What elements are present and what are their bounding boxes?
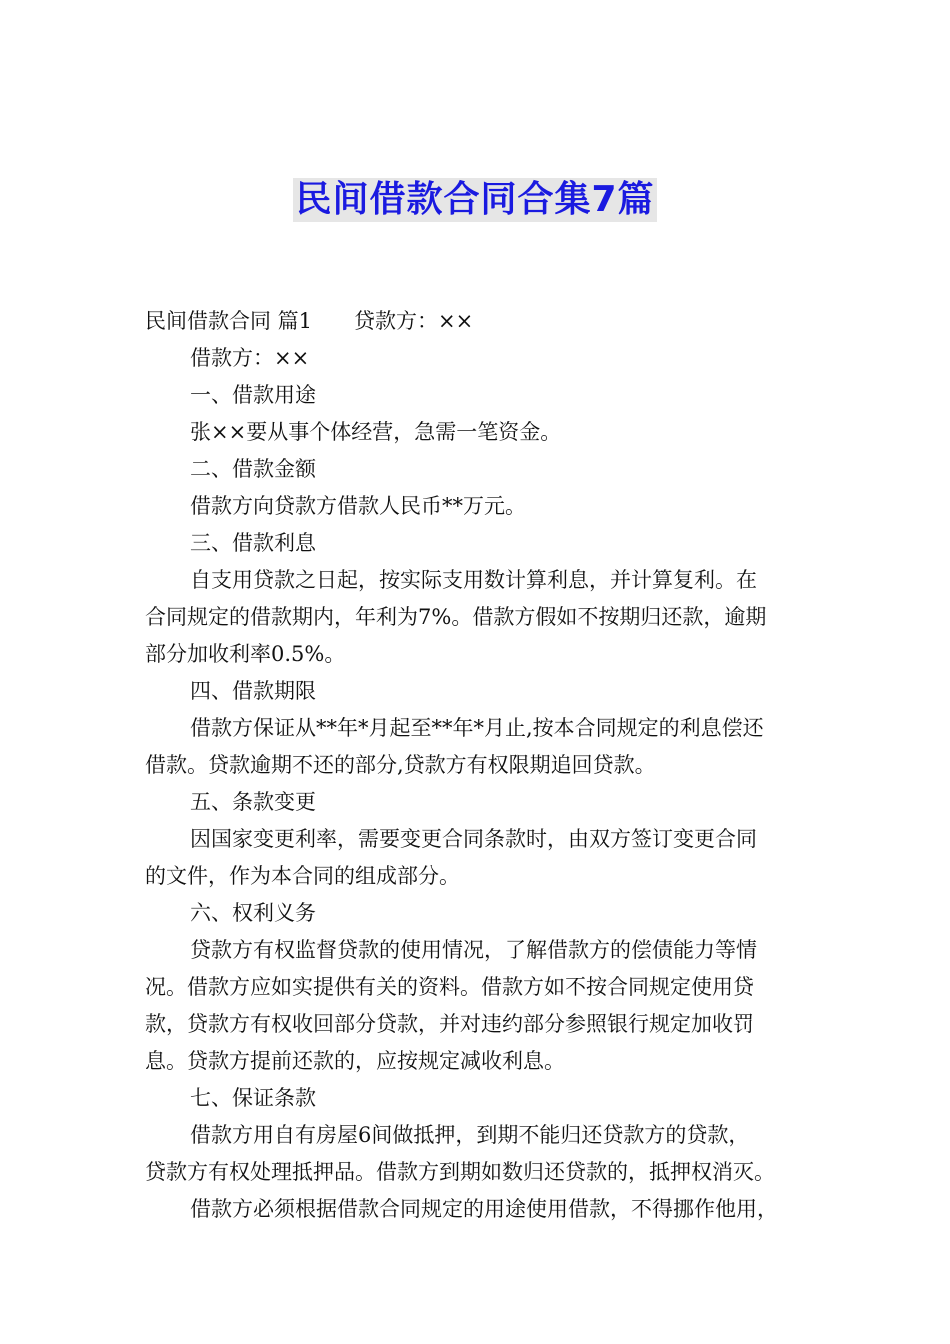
text-line: 借款方必须根据借款合同规定的用途使用借款，不得挪作他用， [190,1197,778,1221]
title-container [0,178,950,222]
text-line: 息。贷款方提前还款的，应按规定减收利息。 [145,1049,565,1073]
first-line [145,303,815,340]
text-line: 借款方保证从**年*月起至**年*月止,按本合同规定的利息偿还 [190,716,764,740]
text-line: 借款方向贷款方借款人民币**万元。 [190,494,526,518]
text-line: 款，贷款方有权收回部分贷款，并对违约部分参照银行规定加收罚 [145,1012,754,1036]
text-line: 合同规定的借款期内，年利为7%。借款方假如不按期归还款，逾期 [145,605,767,629]
lender-label: 贷款方：×× [354,309,474,333]
text-line: 的文件，作为本合同的组成部分。 [145,864,460,888]
text-line: 况。借款方应如实提供有关的资料。借款方如不按合同规定使用贷 [145,975,754,999]
text-line: 二、借款金额 [190,457,316,481]
text-line: 借款。贷款逾期不还的部分,贷款方有权限期追回贷款。 [145,753,656,777]
text-line: 五、条款变更 [190,790,316,814]
text-line: 六、权利义务 [190,901,316,925]
text-line: 借款方：×× [190,346,310,370]
text-line: 一、借款用途 [190,383,316,407]
text-line: 自支用贷款之日起，按实际支用数计算利息，并计算复利。在 [190,568,757,592]
text-line: 贷款方有权监督贷款的使用情况，了解借款方的偿债能力等情 [190,938,757,962]
text-line: 七、保证条款 [190,1086,316,1110]
section-heading: 民间借款合同 篇1 [145,309,313,333]
text-line: 部分加收利率0.5%。 [145,642,346,666]
text-line: 四、借款期限 [190,679,316,703]
text-line: 因国家变更利率，需要变更合同条款时，由双方签订变更合同 [190,827,757,851]
text-line: 贷款方有权处理抵押品。借款方到期如数归还贷款的，抵押权消灭。 [145,1160,775,1184]
text-line: 三、借款利息 [190,531,316,555]
document-title: 民间借款合同合集7篇 [295,179,655,220]
text-line: 张××要从事个体经营，急需一笔资金。 [190,420,562,444]
text-line: 借款方用自有房屋6间做抵押，到期不能归还贷款方的贷款， [190,1123,750,1147]
document-body [145,303,815,1228]
